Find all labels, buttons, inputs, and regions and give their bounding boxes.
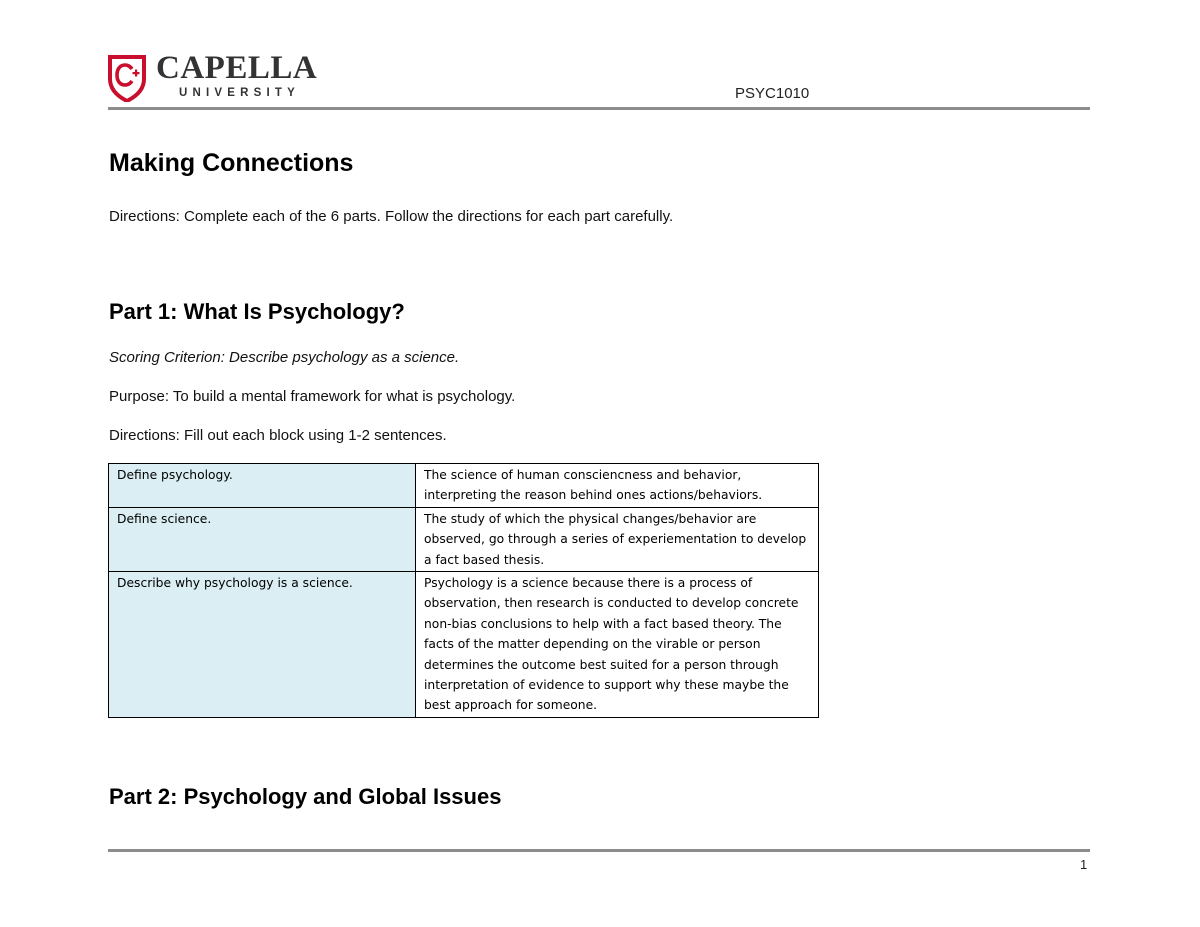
- part2-heading: Part 2: Psychology and Global Issues: [109, 784, 502, 809]
- part1-heading: Part 1: What Is Psychology?: [109, 299, 405, 324]
- definitions-table: [108, 463, 819, 718]
- table-row: [109, 464, 819, 508]
- table-answer-cell[interactable]: The science of human consciencness and behavior, interpreting the reason behind ones actions/behaviors.: [416, 464, 819, 508]
- table-prompt-cell: Define psychology.: [109, 464, 416, 508]
- logo-subtitle: UNIVERSITY: [179, 87, 301, 99]
- table-prompt-cell: Describe why psychology is a science.: [109, 572, 416, 718]
- scoring-criterion: Scoring Criterion: Describe psychology as a science.: [109, 349, 460, 366]
- purpose-text: Purpose: To build a mental framework for what is psychology.: [109, 388, 516, 405]
- logo-wordmark: CAPELLA: [156, 50, 318, 86]
- table-answer-cell[interactable]: The study of which the physical changes/behavior are observed, go through a series of experiementation to develop a fact based thesis.: [416, 507, 819, 571]
- part1-directions: Directions: Fill out each block using 1-2 sentences.: [109, 427, 447, 444]
- page-title: Making Connections: [109, 149, 354, 177]
- table-answer-cell[interactable]: Psychology is a science because there is a process of observation, then research is conducted to develop concrete non-bias conclusions to help with a fact based theory. The facts of the matter depending on the virable or person determines the outcome best suited for a person through interpretation of evidence to support why these maybe the best approach for someone.: [416, 572, 819, 718]
- header-rule: [108, 107, 1090, 110]
- table-prompt-cell: Define science.: [109, 507, 416, 571]
- directions-text: Directions: Complete each of the 6 parts. Follow the directions for each part carefully.: [109, 208, 674, 225]
- footer-rule: [108, 849, 1090, 852]
- page-number: 1: [1080, 857, 1088, 872]
- table-row: [109, 572, 819, 718]
- table-row: [109, 507, 819, 571]
- course-code: PSYC1010: [735, 85, 810, 102]
- shield-icon: [107, 52, 147, 102]
- capella-logo: [107, 52, 337, 104]
